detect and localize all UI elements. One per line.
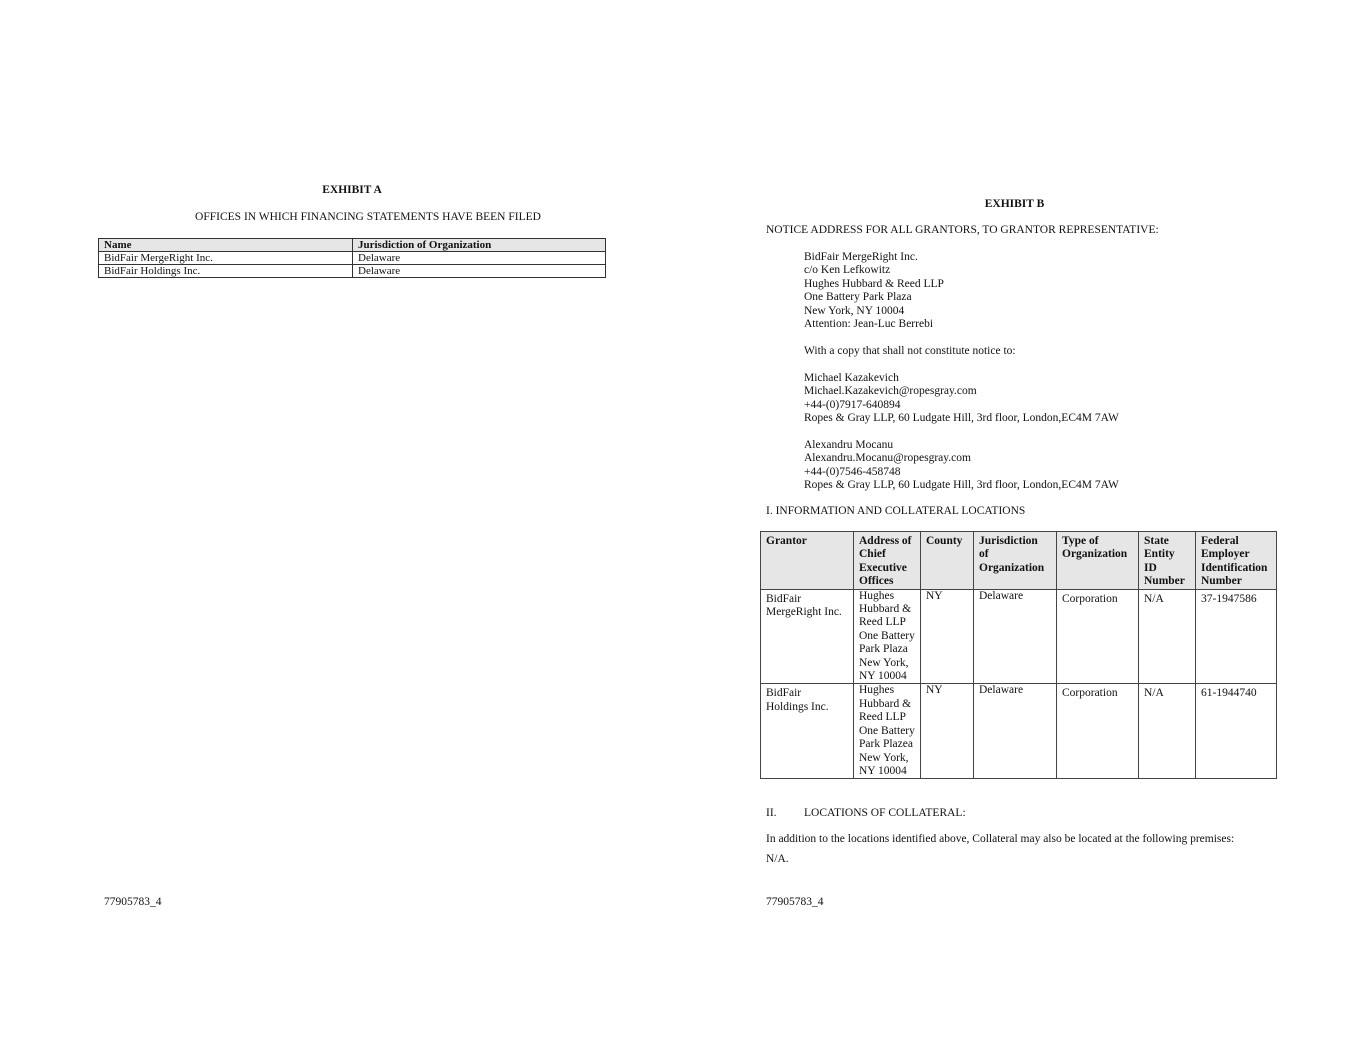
state-id-cell: N/A [1139, 684, 1196, 779]
section-number: II. [766, 807, 777, 819]
contact-block-mocanu [804, 439, 1119, 493]
cell-line: MergeRight Inc. [766, 606, 842, 619]
table-row [761, 589, 1277, 684]
column-header-grantor [761, 532, 854, 590]
address-line: Hughes Hubbard & Reed LLP [804, 277, 944, 290]
locations-na: N/A. [766, 853, 789, 865]
address-cell [854, 684, 921, 779]
contact-block-kazakevich [804, 372, 1119, 426]
contact-phone: +44-(0)7546-458748 [804, 465, 901, 478]
header-line: Address of [859, 535, 912, 547]
doc-id-footer: 77905783_4 [766, 896, 824, 908]
header-line: Offices [859, 575, 894, 588]
table-header-row [99, 239, 606, 252]
header-line: Number [1201, 575, 1242, 588]
type-cell: Corporation [1057, 684, 1139, 779]
table-header-row [761, 532, 1277, 590]
notice-heading: NOTICE ADDRESS FOR ALL GRANTORS, TO GRANTOR REPRESENTATIVE: [766, 224, 1159, 236]
type-cell: Corporation [1057, 589, 1139, 684]
cell-line: Park Plaza [859, 643, 908, 656]
cell-line: Hubbard & [859, 697, 912, 710]
contact-address: Ropes & Gray LLP, 60 Ludgate Hill, 3rd floor, London,EC4M 7AW [804, 412, 1119, 425]
header-line: Organization [1062, 548, 1128, 561]
contact-name: Alexandru Mocanu [804, 439, 894, 451]
header-line: Number [1144, 575, 1185, 588]
cell-line: New York, [859, 751, 909, 764]
contact-address: Ropes & Gray LLP, 60 Ludgate Hill, 3rd floor, London,EC4M 7AW [804, 479, 1119, 492]
contact-email[interactable]: Alexandru.Mocanu@ropesgray.com [804, 452, 971, 465]
state-id-cell: N/A [1139, 589, 1196, 684]
table-cell: Delaware [353, 265, 606, 278]
header-line: of [979, 548, 989, 561]
header-line: Executive [859, 561, 907, 574]
column-header-fein [1196, 532, 1277, 590]
cell-line: Reed LLP [859, 711, 906, 724]
contact-name: Michael Kazakevich [804, 372, 899, 384]
grantor-cell [761, 684, 854, 779]
column-header-name: Name [99, 239, 353, 252]
address-line: c/o Ken Lefkowitz [804, 264, 891, 277]
info-collateral-heading: I. INFORMATION AND COLLATERAL LOCATIONS [766, 505, 1026, 517]
county-cell: NY [921, 684, 974, 779]
cell-line: NY 10004 [859, 670, 907, 683]
cell-line: Park Plazea [859, 738, 913, 751]
locations-paragraph: In addition to the locations identified above, Collateral may also be located at the following premises: [766, 833, 1235, 845]
header-line: Entity [1144, 548, 1175, 561]
cell-line: One Battery [859, 724, 915, 737]
jurisdiction-cell: Delaware [974, 589, 1057, 684]
address-line: New York, NY 10004 [804, 304, 905, 317]
table-cell: BidFair Holdings Inc. [99, 265, 353, 278]
cell-line: New York, [859, 656, 909, 669]
grantor-information-table [760, 531, 1277, 779]
column-header-jurisdiction [974, 532, 1057, 590]
header-line: Grantor [766, 535, 807, 547]
cell-line: BidFair [766, 687, 802, 700]
header-line: Organization [979, 561, 1045, 574]
cell-line: Holdings Inc. [766, 700, 829, 713]
financing-offices-table [98, 238, 606, 278]
copy-note: With a copy that shall not constitute notice to: [804, 345, 1016, 357]
header-line: Jurisdiction [979, 535, 1038, 547]
cell-line: Reed LLP [859, 616, 906, 629]
cell-line: BidFair [766, 592, 802, 605]
grantor-cell [761, 589, 854, 684]
header-line: County [926, 535, 963, 547]
column-header-county [921, 532, 974, 590]
column-header-type [1057, 532, 1139, 590]
header-line: Type of [1062, 535, 1099, 547]
notice-address-block [804, 251, 944, 331]
header-line: Identification [1201, 561, 1268, 574]
fein-cell: 37-1947586 [1196, 589, 1277, 684]
cell-line: NY 10004 [859, 764, 907, 777]
address-line: Attention: Jean-Luc Berrebi [804, 318, 934, 331]
header-line: Employer [1201, 548, 1250, 561]
contact-phone: +44-(0)7917-640894 [804, 398, 901, 411]
doc-id-footer: 77905783_4 [104, 896, 162, 908]
header-line: Chief [859, 548, 886, 561]
address-cell [854, 589, 921, 684]
address-line: BidFair MergeRight Inc. [804, 251, 918, 263]
exhibit-a-title: EXHIBIT A [322, 184, 382, 196]
contact-email[interactable]: Michael.Kazakevich@ropesgray.com [804, 385, 977, 398]
cell-line: One Battery [859, 629, 915, 642]
table-cell: BidFair MergeRight Inc. [99, 252, 353, 265]
exhibit-a-subtitle: OFFICES IN WHICH FINANCING STATEMENTS HAVE BEEN FILED [195, 211, 541, 223]
table-row [99, 252, 606, 265]
header-line: State [1144, 535, 1169, 547]
header-line: Federal [1201, 535, 1239, 547]
column-header-address [854, 532, 921, 590]
column-header-jurisdiction: Jurisdiction of Organization [353, 239, 606, 252]
table-row [99, 265, 606, 278]
jurisdiction-cell: Delaware [974, 684, 1057, 779]
cell-line: Hughes [859, 589, 895, 602]
cell-line: Hubbard & [859, 603, 912, 616]
county-cell: NY [921, 589, 974, 684]
fein-cell: 61-1944740 [1196, 684, 1277, 779]
cell-line: Hughes [859, 684, 895, 697]
column-header-state-id [1139, 532, 1196, 590]
address-line: One Battery Park Plaza [804, 291, 912, 304]
header-line: ID [1144, 561, 1157, 574]
exhibit-b-title: EXHIBIT B [984, 198, 1045, 210]
table-cell: Delaware [353, 252, 606, 265]
locations-heading: LOCATIONS OF COLLATERAL: [804, 807, 966, 819]
table-row [761, 684, 1277, 779]
